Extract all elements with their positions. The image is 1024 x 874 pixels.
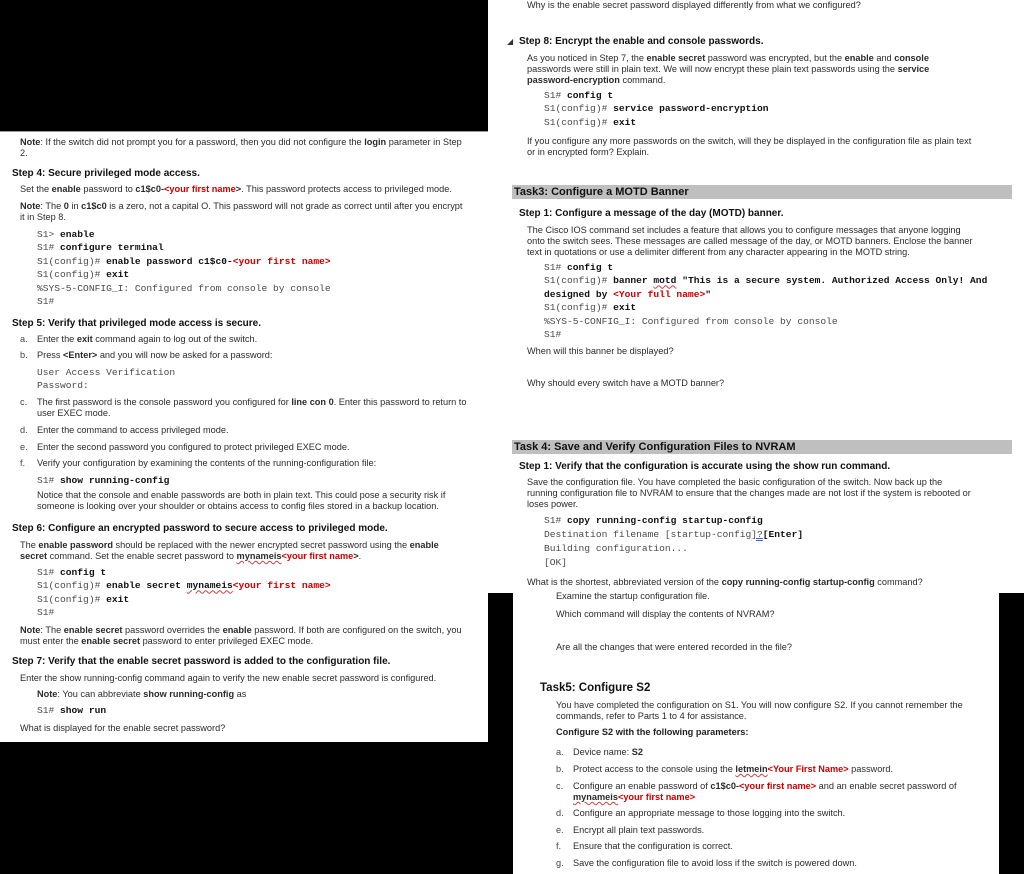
text-segment: S1# [544, 329, 562, 341]
text-segment: mynameis [186, 580, 233, 592]
text-segment: <your first name [281, 551, 354, 561]
text-segment: <your first name> [617, 792, 696, 802]
text-segment: > [353, 551, 359, 561]
list-item-text [37, 442, 350, 453]
text-segment: S1# [37, 242, 61, 254]
step-7-note [37, 689, 246, 700]
text-line [37, 593, 331, 606]
step-6-instruction [20, 540, 439, 562]
text-segment: S1(config)# [544, 103, 614, 115]
text-line [37, 334, 257, 345]
text-segment: User Access Verification [37, 367, 176, 378]
text-line [527, 147, 971, 158]
task-4-step-1-heading: Step 1: Verify that the configuration is accurate using the show run command. [519, 461, 891, 472]
text-segment: Note [20, 137, 41, 147]
text-segment: exit [106, 593, 130, 605]
text-line [527, 75, 929, 86]
text-line [527, 236, 973, 247]
step-4-instruction [20, 184, 452, 195]
text-line [556, 700, 963, 711]
list-item-text [37, 458, 376, 469]
text-line [37, 501, 445, 512]
text-segment: <your first name [164, 184, 236, 194]
step-8-code-block [544, 89, 769, 129]
text-segment: Ensure that the configuration is correct. [573, 841, 733, 851]
text-segment: config t [567, 90, 614, 101]
task-3-description [527, 225, 973, 258]
text-segment: running configuration file to NVRAM to ensure that the changes made are not lost if the system is rebooted or [527, 488, 971, 498]
text-segment: enable secret [81, 636, 141, 646]
list-item-text [37, 397, 466, 419]
text-segment: command? [874, 577, 923, 587]
text-segment: <Your First Name> [767, 764, 849, 774]
text-segment: Password: [37, 380, 89, 392]
text-line [20, 540, 439, 551]
text-segment: Configure an enable password of [573, 781, 711, 791]
text-segment: <your first name> [232, 580, 331, 592]
text-segment: show run [60, 705, 107, 716]
text-segment: show running-config [143, 689, 235, 699]
text-segment: S1# [37, 296, 55, 308]
text-segment: enable secret [106, 580, 187, 592]
task-5-subheading: Configure S2 with the following parameters: [556, 727, 749, 737]
task-4-examine-instruction: Examine the startup configuration file. [556, 591, 710, 601]
list-item-text [37, 334, 257, 345]
text-segment: config t [60, 567, 107, 578]
step-8-heading: Step 8: Encrypt the enable and console passwords. [519, 36, 764, 47]
text-line [544, 315, 987, 328]
text-segment: secret [20, 551, 48, 561]
text-segment: Enter the command to access privileged mode. [37, 425, 229, 435]
step-7-code-block [37, 704, 106, 717]
text-segment: S1(config)# [544, 275, 614, 287]
task-3-title-bar: Task3: Configure a MOTD Banner [512, 185, 1012, 199]
text-segment: mynameis [236, 551, 282, 561]
text-segment: Encrypt all plain text passwords. [573, 825, 705, 835]
redacted-region-right-strip [999, 593, 1024, 874]
text-segment: line con 0 [291, 397, 334, 407]
list-item-text [37, 425, 229, 436]
collapse-triangle-icon[interactable]: ◢ [507, 37, 514, 46]
text-line [527, 477, 971, 488]
text-line [544, 261, 987, 274]
step-5-heading: Step 5: Verify that privileged mode access is secure. [12, 318, 261, 329]
step-4-heading: Step 4: Secure privileged mode access. [12, 168, 200, 179]
step-6-code-block [37, 566, 331, 620]
text-segment: 2. [20, 148, 28, 158]
note-login-parameter [20, 137, 462, 159]
text-segment: command again to log out of the switch. [92, 334, 258, 344]
list-marker: e. [20, 442, 28, 452]
text-segment: Set the [20, 184, 52, 194]
text-line [37, 408, 466, 419]
text-segment: enable secret [63, 625, 123, 635]
step-7-instruction [20, 673, 436, 684]
text-segment: password was encrypted, but the [705, 53, 845, 63]
text-line [573, 747, 643, 758]
text-segment: Verify your configuration by examining the contents of the running-configuration file: [37, 458, 377, 468]
text-line [573, 764, 893, 775]
text-line [37, 606, 331, 619]
text-segment: 0 [63, 201, 69, 211]
task-4-question-1 [527, 577, 923, 588]
text-segment: letmein [735, 764, 768, 774]
text-segment: Note [20, 201, 41, 211]
text-segment: : The [40, 625, 64, 635]
step-7-question: What is displayed for the enable secret password? [20, 723, 226, 733]
list-item-text [573, 747, 643, 758]
text-segment: password. If both are configured on the switch, you [251, 625, 462, 635]
task-4-question-2: Which command will display the contents of NVRAM? [556, 609, 775, 619]
text-segment: and [873, 53, 895, 63]
list-marker: e. [556, 825, 564, 835]
text-line [527, 499, 971, 510]
list-marker: f. [20, 458, 26, 468]
text-segment: <your first name> [739, 781, 817, 791]
text-line [544, 301, 987, 314]
text-segment: You have completed the configuration on S1. You will now configure S2. If you cannot remember the [556, 700, 963, 710]
text-segment: " [705, 288, 711, 300]
text-segment: As you noticed in Step 7, the [527, 53, 647, 63]
text-line [37, 474, 169, 487]
text-line [544, 528, 803, 542]
redacted-region-center-strip [488, 593, 513, 874]
text-segment: <Enter> [63, 350, 98, 360]
text-line [573, 781, 957, 792]
text-line [20, 212, 462, 223]
text-line [573, 792, 957, 803]
text-segment: Notice that the console and enable passwords are both in plain text. This could pose a security risk if [37, 490, 446, 500]
text-line [544, 542, 803, 556]
text-segment: Building configuration... [544, 543, 688, 554]
text-segment: password overrides the [122, 625, 223, 635]
text-segment: must enter the [20, 636, 82, 646]
text-segment: > [235, 184, 242, 194]
text-segment: . [358, 551, 362, 561]
text-line [20, 201, 462, 212]
text-segment: login [364, 137, 387, 147]
copy-config-code-block [544, 514, 803, 570]
list-item-text [573, 764, 893, 775]
list-marker: a. [556, 747, 564, 757]
text-line [544, 514, 803, 528]
text-line [20, 148, 462, 159]
text-segment: : The [40, 201, 64, 211]
plain-text-notice [37, 490, 445, 512]
text-line [20, 137, 462, 148]
text-line [544, 556, 803, 570]
text-segment: config t [567, 262, 614, 273]
step-8-instruction [527, 53, 929, 86]
text-line [37, 458, 376, 469]
step-7-heading: Step 7: Verify that the enable secret password is added to the configuration file. [12, 656, 391, 667]
text-segment: exit [106, 269, 130, 281]
text-segment: enable [60, 229, 95, 240]
text-line [37, 366, 175, 379]
text-segment: <your first name> [232, 255, 331, 267]
list-marker: d. [20, 425, 28, 435]
text-segment: Protect access to the console using the [573, 764, 736, 774]
text-line [37, 442, 350, 453]
text-segment: S1# [37, 567, 61, 578]
text-segment: S1# [544, 515, 568, 526]
task-4-title-bar: Task 4: Save and Verify Configuration Files to NVRAM [512, 440, 1012, 454]
text-line [544, 328, 987, 341]
text-segment: copy running-config startup-config [567, 515, 763, 526]
text-segment: Save the configuration file to avoid loss if the switch is powered down. [573, 858, 857, 868]
text-segment: service [897, 64, 930, 74]
text-segment: S1(config)# [37, 580, 107, 592]
text-segment: exit [76, 334, 93, 344]
text-segment: Note [20, 625, 41, 635]
text-line [544, 102, 769, 115]
text-segment: S1(config)# [37, 255, 107, 267]
text-segment: Save the configuration file. You have completed the basic configuration of the switch. Now back up the [527, 477, 943, 487]
text-line [544, 116, 769, 129]
text-line [527, 225, 973, 236]
text-segment: : If the switch did not prompt you for a password, then you did not configure the [40, 137, 365, 147]
text-segment: [OK] [544, 557, 568, 568]
text-segment: loses power. [527, 499, 579, 509]
list-marker: c. [556, 781, 564, 791]
text-segment: enable password [38, 540, 113, 550]
text-segment: %SYS-5-CONFIG_I: Configured from console by console [544, 315, 838, 327]
text-segment: and an enable secret password of [816, 781, 957, 791]
list-item-text [573, 825, 704, 836]
text-segment: exit [613, 116, 637, 128]
text-segment: enable password c1$c0- [106, 255, 233, 267]
text-line [37, 268, 331, 281]
task-4-description [527, 477, 971, 510]
text-segment: mynameis [573, 792, 618, 802]
redacted-region-top-left [0, 0, 488, 131]
text-line [20, 673, 436, 684]
text-line [527, 64, 929, 75]
password-prompt-code [37, 366, 175, 393]
list-marker: d. [556, 808, 564, 818]
text-line [527, 53, 929, 64]
text-line [573, 808, 845, 819]
text-line [37, 379, 175, 392]
list-item-text [37, 350, 272, 361]
text-segment: user EXEC mode. [37, 408, 111, 418]
text-line [37, 295, 331, 308]
text-line [37, 490, 445, 501]
text-segment: in [68, 201, 82, 211]
task-4-question-3: Are all the changes that were entered recorded in the file? [556, 642, 792, 652]
text-segment: S1# [37, 475, 61, 486]
list-marker: c. [20, 397, 28, 407]
text-segment: console [894, 53, 929, 63]
text-segment: password to [80, 184, 136, 194]
text-segment: S1# [37, 607, 55, 619]
text-segment: c1$c0- [135, 184, 165, 194]
text-segment: enable [222, 625, 252, 635]
text-line [20, 625, 462, 636]
text-segment: commands, refer to Parts 1 to 4 for assistance. [556, 711, 747, 721]
text-segment: someone is looking over your shoulder or obtains access to config files stored in a backup location. [37, 501, 439, 511]
text-segment: . Enter this password to return to [333, 397, 467, 407]
banner-motd-code-block [544, 261, 987, 341]
text-segment: passwords were still in plain text. We will now encrypt these plain text passwords using the [527, 64, 898, 74]
text-segment: "This is a secure system. Authorized Access Only! And [676, 275, 988, 287]
text-segment: S2 [631, 747, 643, 757]
text-line [37, 689, 246, 700]
list-marker: f. [556, 841, 562, 851]
text-segment: S1> [37, 229, 61, 240]
step-6-note [20, 625, 462, 647]
step-4-code-block [37, 228, 331, 308]
step-6-heading: Step 6: Configure an encrypted password to secure access to privileged mode. [12, 523, 388, 534]
text-line [20, 551, 439, 562]
task-3-step-1-heading: Step 1: Configure a message of the day (MOTD) banner. [519, 208, 784, 219]
text-line [37, 579, 331, 592]
text-segment: enable secret [646, 53, 706, 63]
text-segment: password. [848, 764, 894, 774]
text-segment: enable [409, 540, 439, 550]
text-segment: Enter the [37, 334, 77, 344]
text-segment: If you configure any more passwords on the switch, will they be displayed in the configuration file as plain text [527, 136, 972, 146]
list-marker: a. [20, 334, 28, 344]
text-line [37, 397, 466, 408]
step-8-question [527, 136, 971, 158]
text-segment: c1$c0- [710, 781, 740, 791]
text-line [20, 184, 452, 195]
text-segment: S1# [544, 262, 568, 273]
text-line [37, 566, 331, 579]
list-marker: b. [556, 764, 564, 774]
text-segment: c1$c0 [81, 201, 107, 211]
text-line [544, 89, 769, 102]
text-line [573, 841, 733, 852]
text-segment: enable [844, 53, 874, 63]
text-line [527, 577, 923, 588]
text-segment: configure terminal [60, 242, 164, 254]
text-line [527, 488, 971, 499]
text-segment: password to enter privileged EXEC mode. [140, 636, 314, 646]
text-segment: onto the switch sees. These messages are called message of the day, or MOTD banners. Enclose the banner [527, 236, 973, 246]
text-segment: . This password protects access to privileged mode. [241, 184, 452, 194]
text-segment: show running-config [60, 475, 170, 486]
task-3-question-1: When will this banner be displayed? [527, 346, 674, 356]
text-segment: : You can abbreviate [57, 689, 144, 699]
text-line [573, 825, 704, 836]
text-segment: Configure an appropriate message to those logging into the switch. [573, 808, 846, 818]
text-segment: Note [37, 689, 58, 699]
text-segment: copy running-config startup-config [721, 577, 875, 587]
text-line [556, 711, 963, 722]
task-5-heading: Task5: Configure S2 [540, 682, 651, 694]
text-segment: S1# [37, 705, 61, 716]
text-line [37, 425, 229, 436]
text-segment: What is the shortest, abbreviated version of the [527, 577, 722, 587]
text-segment: The Cisco IOS command set includes a feature that allows you to configure messages that anyone logging [527, 225, 961, 235]
text-segment: The [20, 540, 39, 550]
text-line [573, 858, 857, 869]
list-marker: b. [20, 350, 28, 360]
text-segment: Device name: [573, 747, 632, 757]
text-line [37, 282, 331, 295]
text-segment: motd [653, 275, 677, 287]
text-segment: Enter the second password you configured to protect privileged EXEC mode. [37, 442, 350, 452]
text-segment: it in Step 8. [20, 212, 66, 222]
text-line [37, 350, 272, 361]
list-item-text [573, 841, 733, 852]
text-segment: command. [619, 75, 666, 85]
text-segment: %SYS-5-CONFIG_I: Configured from console by console [37, 282, 331, 294]
list-item-text [573, 858, 857, 869]
list-item-text [573, 808, 845, 819]
text-segment: S1(config)# [544, 302, 614, 314]
task-3-question-2: Why should every switch have a MOTD banner? [527, 378, 725, 388]
text-line [20, 636, 462, 647]
text-segment: ]? [751, 529, 763, 540]
text-line [37, 255, 331, 268]
redacted-region-bottom-left [0, 742, 513, 874]
show-running-config-code [37, 474, 169, 487]
text-line [37, 704, 106, 717]
text-segment: [Enter] [762, 529, 804, 540]
text-segment: is a zero, not a capital O. This password will not grade as correct until after you encrypt [106, 201, 463, 211]
text-segment: as [234, 689, 247, 699]
text-segment: should be replaced with the newer encrypted secret password using the [112, 540, 410, 550]
step-4-note [20, 201, 462, 223]
text-segment: S1(config)# [544, 116, 614, 128]
text-segment: S1(config)# [37, 593, 107, 605]
text-segment: banner [613, 275, 654, 287]
task-5-description [556, 700, 963, 722]
text-line [544, 274, 987, 287]
text-segment: exit [613, 302, 637, 314]
text-segment: Destination filename [startup-config [544, 529, 752, 540]
text-segment: S1(config)# [37, 269, 107, 281]
text-segment: or in encrypted form? Explain. [527, 147, 650, 157]
text-segment: designed by [544, 288, 614, 300]
text-line [37, 241, 331, 254]
text-segment: command. Set the enable secret password to [47, 551, 237, 561]
text-segment: Press [37, 350, 64, 360]
text-line [527, 136, 971, 147]
text-segment: <Your full name> [613, 288, 706, 300]
list-marker: g. [556, 858, 564, 868]
text-segment: text in quotations or use a delimiter different from any character appearing in the MOTD string. [527, 247, 910, 257]
text-segment: service password-encryption [613, 103, 769, 115]
text-segment: Enter the show running-config command again to verify the new enable secret password is configured. [20, 673, 437, 683]
list-item-text [573, 781, 957, 803]
text-segment: and you will now be asked for a password: [97, 350, 273, 360]
text-line [527, 247, 973, 258]
text-segment: The first password is the console password you configured for [37, 397, 292, 407]
question-enable-secret-display: Why is the enable secret password displayed differently from what we configured? [527, 0, 861, 10]
text-segment: enable [51, 184, 81, 194]
text-segment: parameter in Step [386, 137, 462, 147]
text-line [37, 228, 331, 241]
text-segment: S1# [544, 90, 568, 101]
text-line [544, 288, 987, 301]
text-segment: password-encryption [527, 75, 620, 85]
